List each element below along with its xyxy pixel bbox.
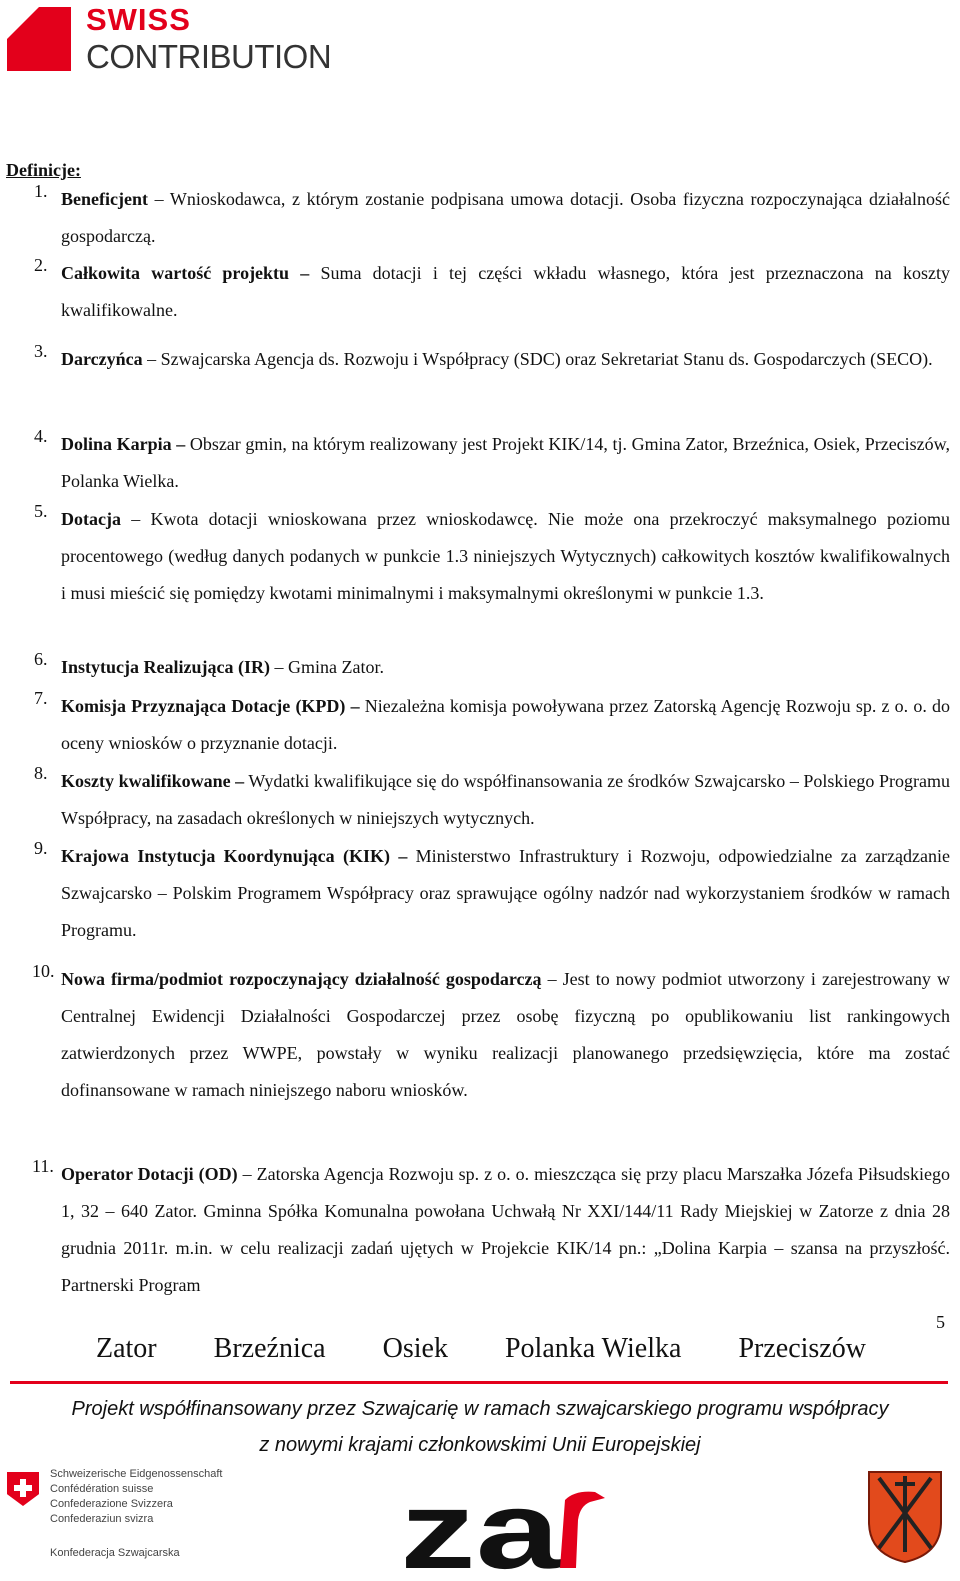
definition-number: 8. xyxy=(34,763,48,783)
town-name: Zator xyxy=(96,1333,157,1364)
definition-text xyxy=(61,501,950,612)
definition-body: Wydatki kwalifikujące się do współfinansowania ze środków Szwajcarsko – Polskiego Programu Współpracy, na zasadach określonych w niniejszych wytycznych. xyxy=(61,771,950,828)
footer-divider xyxy=(10,1381,948,1384)
town-name: Polanka Wielka xyxy=(504,1333,682,1364)
definition-number: 1. xyxy=(34,181,48,201)
definition-term: Dotacja xyxy=(61,509,121,529)
project-cofinance-line2: z nowymi krajami członkowskimi Unii Europejskiej xyxy=(259,1434,701,1456)
definition-text xyxy=(61,763,950,837)
definition-term: Operator Dotacji (OD) xyxy=(61,1164,238,1184)
confederation-polish-name: Konfederacja Szwajcarska xyxy=(50,1547,180,1559)
definition-term: Dolina Karpia – xyxy=(61,434,186,454)
svg-text:za: za xyxy=(400,1480,562,1580)
definition-term: Krajowa Instytucja Koordynująca (KIK) – xyxy=(61,846,408,866)
definition-number: 6. xyxy=(34,649,48,669)
definition-body: Niezależna komisja powoływana przez Zatorską Agencję Rozwoju sp. z o. o. do oceny wniosków o przyznanie dotacji. xyxy=(61,696,951,753)
town-name: Brzeźnica xyxy=(213,1333,326,1364)
definitions-title: Definicje: xyxy=(6,160,81,180)
definition-text xyxy=(61,1156,950,1304)
definition-number: 3. xyxy=(34,341,48,361)
definition-term: Koszty kwalifikowane – xyxy=(61,771,245,791)
definition-number: 10. xyxy=(32,961,55,981)
definition-text xyxy=(61,649,950,686)
definition-term: Instytucja Realizująca (IR) xyxy=(61,657,270,677)
definition-body: – Wnioskodawca, z którym zostanie podpisana umowa dotacji. Osoba fizyczna rozpoczynająca działalność gospodarczą. xyxy=(61,189,950,246)
confederation-line: Confederazione Svizzera xyxy=(50,1498,173,1510)
definition-body: – Jest to nowy podmiot utworzony i zarejestrowany w Centralnej Ewidencji Działalności Gospodarczej przez osobę fizyczną po opublikowaniu list rankingowych zatwierdzonych przez WWPE, powstały w wyniku realizacji planowanego przedsięwzięcia, które ma zostać dofinansowane w ramach niniejszego naboru wniosków. xyxy=(61,969,950,1100)
definition-term: Całkowita wartość projektu – xyxy=(61,263,310,283)
swiss-confederation-text xyxy=(50,1467,222,1527)
definition-text xyxy=(61,181,950,255)
confederation-line: Confédération suisse xyxy=(50,1483,154,1495)
definition-term: Komisja Przyznająca Dotacje (KPD) – xyxy=(61,696,360,716)
zator-logo xyxy=(400,1480,605,1580)
definition-text xyxy=(61,838,950,949)
confederation-line: Confederaziun svizra xyxy=(50,1513,154,1525)
page-number: 5 xyxy=(936,1312,945,1332)
definition-number: 5. xyxy=(34,501,48,521)
definition-body: – Zatorska Agencja Rozwoju sp. z o. o. mieszcząca się przy placu Marszałka Józefa Piłsudskiego 1, 32 – 640 Zator. Gminna Spółka Komunalna powołana Uchwałą Nr XXI/144/11 Rady Miejskiej w Zatorze z dnia 28 grudnia 2011r. m.in. w celu realizacji zadań ujętych w Projekcie KIK/14 pn.: „Dolina Karpia – szansa na przyszłość. Partnerski Program xyxy=(61,1164,950,1295)
definition-text xyxy=(61,341,950,378)
definition-number: 11. xyxy=(32,1156,54,1176)
definition-body: – Kwota dotacji wnioskowana przez wnioskodawcę. Nie może ona przekroczyć maksymalnego poziomu procentowego (według danych podanych w punkcie 1.3 niniejszych Wytycznych) całkowitych kosztów kwalifikowalnych i musi mieścić się pomiędzy kwotami minimalnymi i maksymalnymi określonymi w punkcie 1.3. xyxy=(61,509,950,603)
definition-term: Darczyńca xyxy=(61,349,143,369)
swiss-cross-icon xyxy=(7,1472,39,1506)
definition-text xyxy=(61,255,950,329)
definition-body: Obszar gmin, na którym realizowany jest Projekt KIK/14, tj. Gmina Zator, Brzeźnica, Osiek, Przeciszów, Polanka Wielka. xyxy=(61,434,950,491)
confederation-line: Schweizerische Eidgenossenschaft xyxy=(50,1468,223,1480)
town-name: Osiek xyxy=(382,1333,448,1364)
logo-text-contribution: CONTRIBUTION xyxy=(86,38,332,75)
definition-text xyxy=(61,426,950,500)
definition-body: Ministerstwo Infrastruktury i Rozwoju, odpowiedzialne za zarządzanie Szwajcarsko – Polskim Programem Współpracy oraz sprawujące ogólny nadzór nad wykorzystaniem środków w ramach Programu. xyxy=(61,846,950,940)
project-cofinance-line1: Projekt współfinansowany przez Szwajcarię w ramach szwajcarskiego programu współpracy xyxy=(71,1398,889,1420)
definition-body: – Gmina Zator. xyxy=(269,657,384,677)
definition-body: – Szwajcarska Agencja ds. Rozwoju i Współpracy (SDC) oraz Sekretariat Stanu ds. Gospodarczych (SECO). xyxy=(142,349,933,369)
swiss-contribution-logo-mark xyxy=(7,7,71,71)
definition-number: 4. xyxy=(34,426,48,446)
definition-text xyxy=(61,961,950,1109)
definition-number: 2. xyxy=(34,255,48,275)
zator-coat-of-arms-icon xyxy=(865,1468,945,1564)
definition-number: 9. xyxy=(34,838,48,858)
definition-body: Suma dotacji i tej części wkładu własnego, która jest przeznaczona na koszty kwalifikowalne. xyxy=(61,263,950,320)
logo-text-swiss: SWISS xyxy=(86,2,191,37)
definition-number: 7. xyxy=(34,688,48,708)
definition-term: Beneficjent xyxy=(61,189,148,209)
town-name: Przeciszów xyxy=(738,1333,866,1364)
definition-term: Nowa firma/podmiot rozpoczynający działalność gospodarczą xyxy=(61,969,542,989)
footer-towns xyxy=(96,1333,866,1365)
definition-text xyxy=(61,688,950,762)
